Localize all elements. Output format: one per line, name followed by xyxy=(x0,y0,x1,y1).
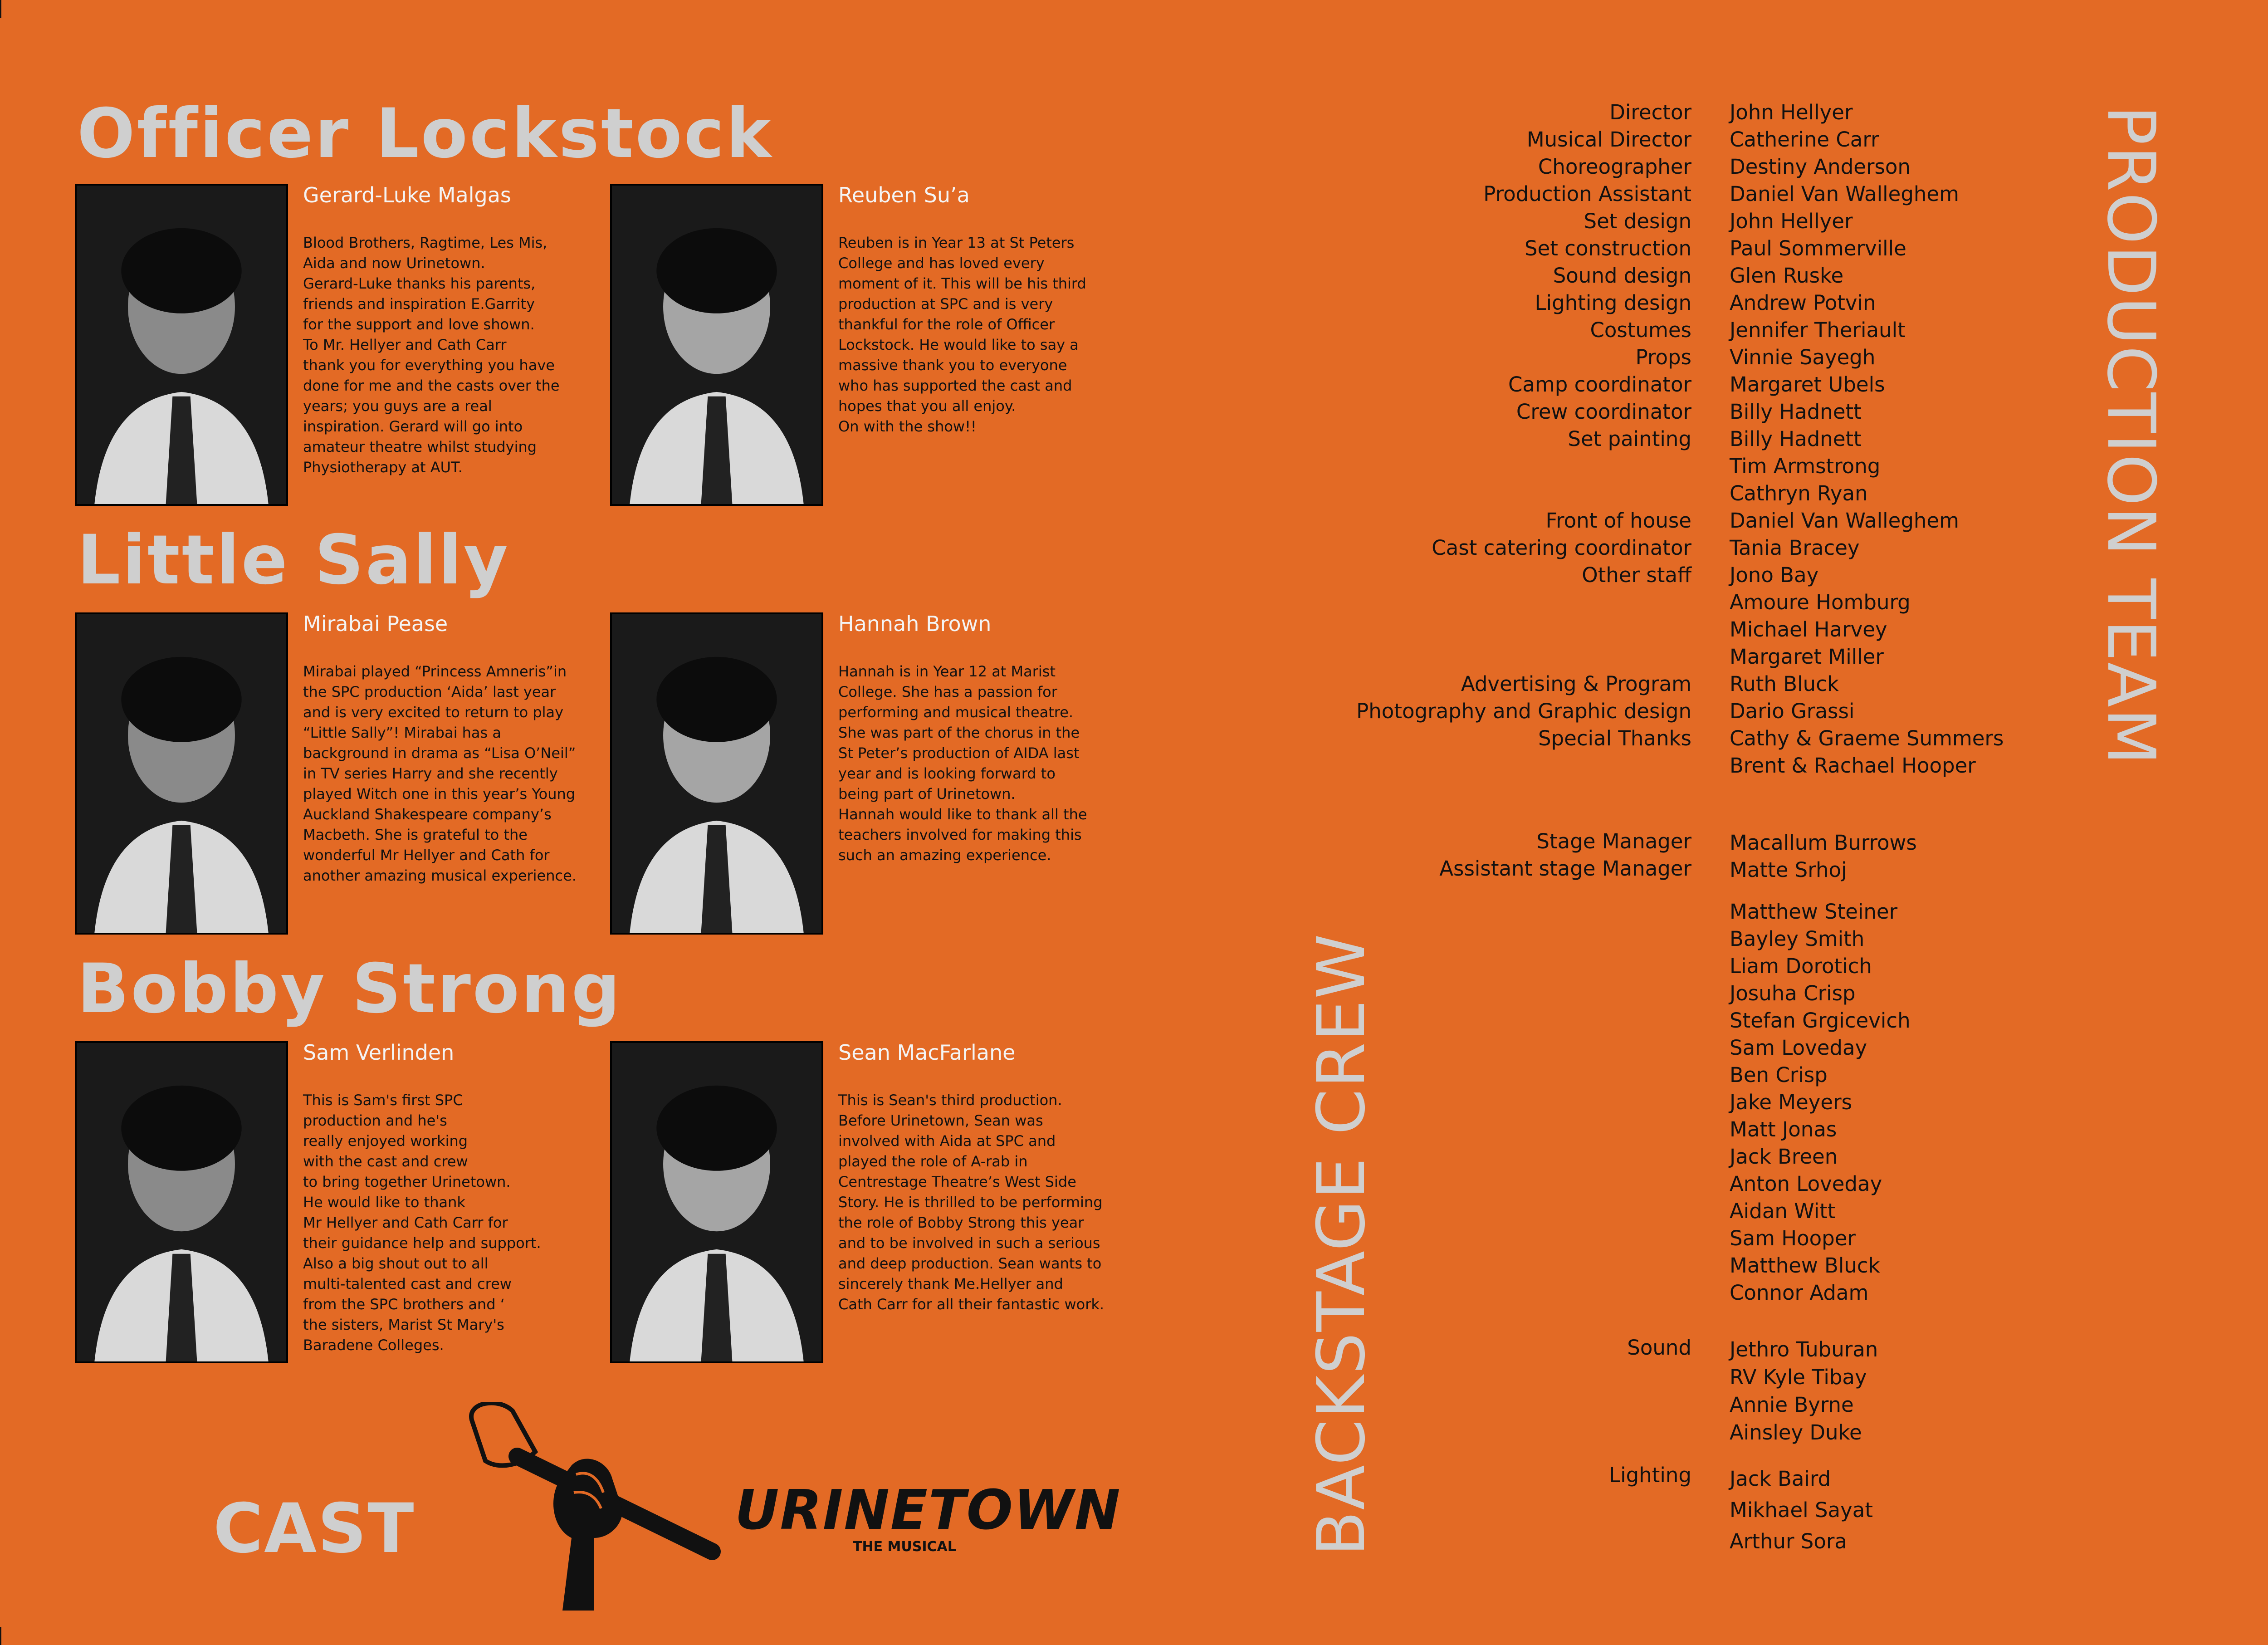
crew-name: Bayley Smith xyxy=(1730,927,1865,951)
crew-name: Jack Breen xyxy=(1730,1145,1838,1169)
credit-role xyxy=(1356,643,1691,671)
backstage-crew-heading: BACKSTAGE CREW xyxy=(1303,933,1380,1556)
actor-photo xyxy=(75,612,288,935)
crew-name: Josuha Crisp xyxy=(1730,981,1856,1005)
credit-role: Crew coordinator xyxy=(1516,400,1691,424)
actor-name: Sean MacFarlane xyxy=(838,1040,1016,1065)
lighting-name: Arthur Sora xyxy=(1730,1529,1847,1553)
credit-name: Brent & Rachael Hooper xyxy=(1730,754,1976,778)
sound-label: Sound xyxy=(1627,1336,1691,1360)
credit-name: Daniel Van Walleghem xyxy=(1730,509,1959,533)
role-heading: Bobby Strong xyxy=(77,950,622,1028)
credit-name: Margaret Miller xyxy=(1730,645,1884,669)
sound-name: Jethro Tuburan xyxy=(1730,1337,1878,1361)
credit-role xyxy=(1356,616,1691,643)
crew-name: Connor Adam xyxy=(1730,1281,1869,1305)
credit-name: Matte Srhoj xyxy=(1730,858,1847,882)
credit-role: Camp coordinator xyxy=(1508,372,1691,397)
credit-role xyxy=(1356,480,1691,507)
credit-role xyxy=(1356,453,1691,480)
credit-name: Amoure Homburg xyxy=(1730,590,1911,614)
stage-names-column xyxy=(1730,829,1917,884)
production-roles-column xyxy=(1356,99,1691,752)
actor-name: Sam Verlinden xyxy=(303,1040,455,1065)
crew-name: Aidan Witt xyxy=(1730,1199,1836,1223)
credit-name: John Hellyer xyxy=(1730,100,1853,124)
credit-role: Stage Manager xyxy=(1536,829,1691,853)
credit-role: Front of house xyxy=(1545,509,1691,533)
credit-name: Vinnie Sayegh xyxy=(1730,345,1876,369)
crew-name: Liam Dorotich xyxy=(1730,954,1872,978)
crew-name: Matthew Bluck xyxy=(1730,1253,1880,1278)
crew-name: Anton Loveday xyxy=(1730,1172,1882,1196)
credit-name: Ruth Bluck xyxy=(1730,672,1839,696)
actor-name: Mirabai Pease xyxy=(303,612,448,636)
credit-name: Macallum Burrows xyxy=(1730,831,1917,855)
credit-name: Glen Ruske xyxy=(1730,264,1844,288)
crop-mark xyxy=(0,0,1,18)
credit-role: Musical Director xyxy=(1526,127,1691,152)
credit-name: Jennifer Theriault xyxy=(1730,318,1906,342)
credit-name: Margaret Ubels xyxy=(1730,372,1885,397)
lighting-name: Jack Baird xyxy=(1730,1467,1831,1491)
crew-name: Matthew Steiner xyxy=(1730,900,1898,924)
logo-subtitle: THE MUSICAL xyxy=(853,1539,956,1555)
credit-role: Production Assistant xyxy=(1483,182,1691,206)
credit-name: Cathy & Graeme Summers xyxy=(1730,726,2004,750)
actor-photo xyxy=(610,612,823,935)
actor-name: Reuben Su’a xyxy=(838,183,970,207)
credit-role: Sound design xyxy=(1553,264,1691,288)
sound-names-column xyxy=(1730,1336,1878,1446)
crew-name: Sam Hooper xyxy=(1730,1226,1856,1250)
crew-names-column xyxy=(1730,898,1911,1307)
credit-name: Cathryn Ryan xyxy=(1730,481,1868,505)
actor-photo xyxy=(610,184,823,506)
credit-role: Choreographer xyxy=(1538,155,1691,179)
credit-name: Catherine Carr xyxy=(1730,127,1879,152)
credit-name: Jono Bay xyxy=(1730,563,1819,587)
crew-name: Matt Jonas xyxy=(1730,1117,1837,1141)
actor-bio: Reuben is in Year 13 at St Peters College and has loved every moment of it. This will be his third production at SPC and is very thankful for the role of Officer Lockstock. He would like to say a massive thank you to everyone who has supported the cast and hopes that you all enjoy. On with the show!! xyxy=(838,234,1086,435)
credit-role: Lighting design xyxy=(1535,291,1691,315)
crew-name: Stefan Grgicevich xyxy=(1730,1009,1911,1033)
actor-photo xyxy=(75,184,288,506)
lighting-label: Lighting xyxy=(1609,1463,1691,1487)
crew-name: Jake Meyers xyxy=(1730,1090,1853,1114)
lighting-name: Mikhael Sayat xyxy=(1730,1498,1873,1522)
actor-bio: Blood Brothers, Ragtime, Les Mis, Aida and now Urinetown. Gerard-Luke thanks his parents, friends and inspiration E.Garrity for the support and love shown. To Mr. Hellyer and Cath Carr thank you for everything you have done for me and the casts over the years; you guys are a real inspiration. Gerard will go into amateur theatre whilst studying Physiotherapy at AUT. xyxy=(303,234,560,476)
credit-role: Assistant stage Manager xyxy=(1439,857,1691,881)
stage-roles-column xyxy=(1439,828,1691,882)
credit-name: Dario Grassi xyxy=(1730,699,1855,723)
logo-title: URINETOWN xyxy=(735,1479,1121,1542)
crew-name: Sam Loveday xyxy=(1730,1036,1867,1060)
credit-role: Set design xyxy=(1584,209,1691,233)
crew-name: Ben Crisp xyxy=(1730,1063,1828,1087)
actor-bio: This is Sean's third production. Before Urinetown, Sean was involved with Aida at SPC and played the role of A-rab in Centrestage Theatre’s West Side Story. He is thrilled to be performing the role of Bobby Strong this year and to be involved in such a serious and deep production. Sean wants to sincerely thank Me.Hellyer and Cath Carr for all their fantastic work. xyxy=(838,1092,1105,1313)
actor-name: Hannah Brown xyxy=(838,612,992,636)
production-names-column xyxy=(1730,99,2004,779)
credit-role: Other staff xyxy=(1582,563,1691,587)
credit-name: Andrew Potvin xyxy=(1730,291,1876,315)
production-team-heading: PRODUCTION TEAM xyxy=(2092,105,2169,766)
actor-bio: Hannah is in Year 12 at Marist College. She has a passion for performing and musical theatre. She was part of the chorus in the St Peter’s production of AIDA last year and is looking forward to being part of Urinetown. Hannah would like to thank all the teachers involved for making this such an amazing experience. xyxy=(838,663,1087,864)
credit-role: Props xyxy=(1635,345,1691,369)
credit-name: Billy Hadnett xyxy=(1730,400,1862,424)
credit-role: Director xyxy=(1609,100,1691,124)
credit-role: Photography and Graphic design xyxy=(1356,699,1691,723)
actor-photo xyxy=(610,1041,823,1363)
credit-role: Cast catering coordinator xyxy=(1432,536,1691,560)
plunger-logo-icon xyxy=(458,1402,721,1615)
role-heading: Officer Lockstock xyxy=(77,94,773,173)
sound-name: RV Kyle Tibay xyxy=(1730,1365,1867,1389)
credit-role: Special Thanks xyxy=(1538,726,1691,750)
sound-name: Ainsley Duke xyxy=(1730,1420,1862,1444)
crop-mark xyxy=(0,1627,1,1645)
credit-name: Daniel Van Walleghem xyxy=(1730,182,1959,206)
actor-photo xyxy=(75,1041,288,1363)
cast-label: CAST xyxy=(213,1489,415,1568)
credit-role: Set construction xyxy=(1524,236,1691,260)
credit-role: Set painting xyxy=(1568,427,1691,451)
credit-role: Advertising & Program xyxy=(1461,672,1691,696)
credit-role xyxy=(1356,589,1691,616)
sound-name: Annie Byrne xyxy=(1730,1393,1854,1417)
credit-name: Tim Armstrong xyxy=(1730,454,1881,478)
role-heading: Little Sally xyxy=(77,521,510,600)
credit-name: John Hellyer xyxy=(1730,209,1853,233)
credit-name: Destiny Anderson xyxy=(1730,155,1911,179)
credit-name: Paul Sommerville xyxy=(1730,236,1906,260)
actor-bio: Mirabai played “Princess Amneris”in the SPC production ‘Aida’ last year and is very excited to return to play “Little Sally”! Mirabai has a background in drama as “Lisa O’Neil” in TV series Harry and she recently played Witch one in this year’s Young Auckland Shakespeare company’s Macbeth. She is grateful to the wonderful Mr Hellyer and Cath for another amazing musical experience. xyxy=(303,663,577,884)
lighting-names-column xyxy=(1730,1463,1873,1557)
credit-name: Billy Hadnett xyxy=(1730,427,1862,451)
credit-role: Costumes xyxy=(1590,318,1691,342)
actor-name: Gerard-Luke Malgas xyxy=(303,183,511,207)
credit-name: Tania Bracey xyxy=(1730,536,1860,560)
credit-name: Michael Harvey xyxy=(1730,617,1887,641)
actor-bio: This is Sam's first SPC production and he's really enjoyed working with the cast and crew to bring together Urinetown. He would like to thank Mr Hellyer and Cath Carr for their guidance help and support. Also a big shout out to all multi-talented cast and crew from the SPC brothers and ‘ the sisters, Marist St Mary's Baradene Colleges. xyxy=(303,1092,541,1354)
